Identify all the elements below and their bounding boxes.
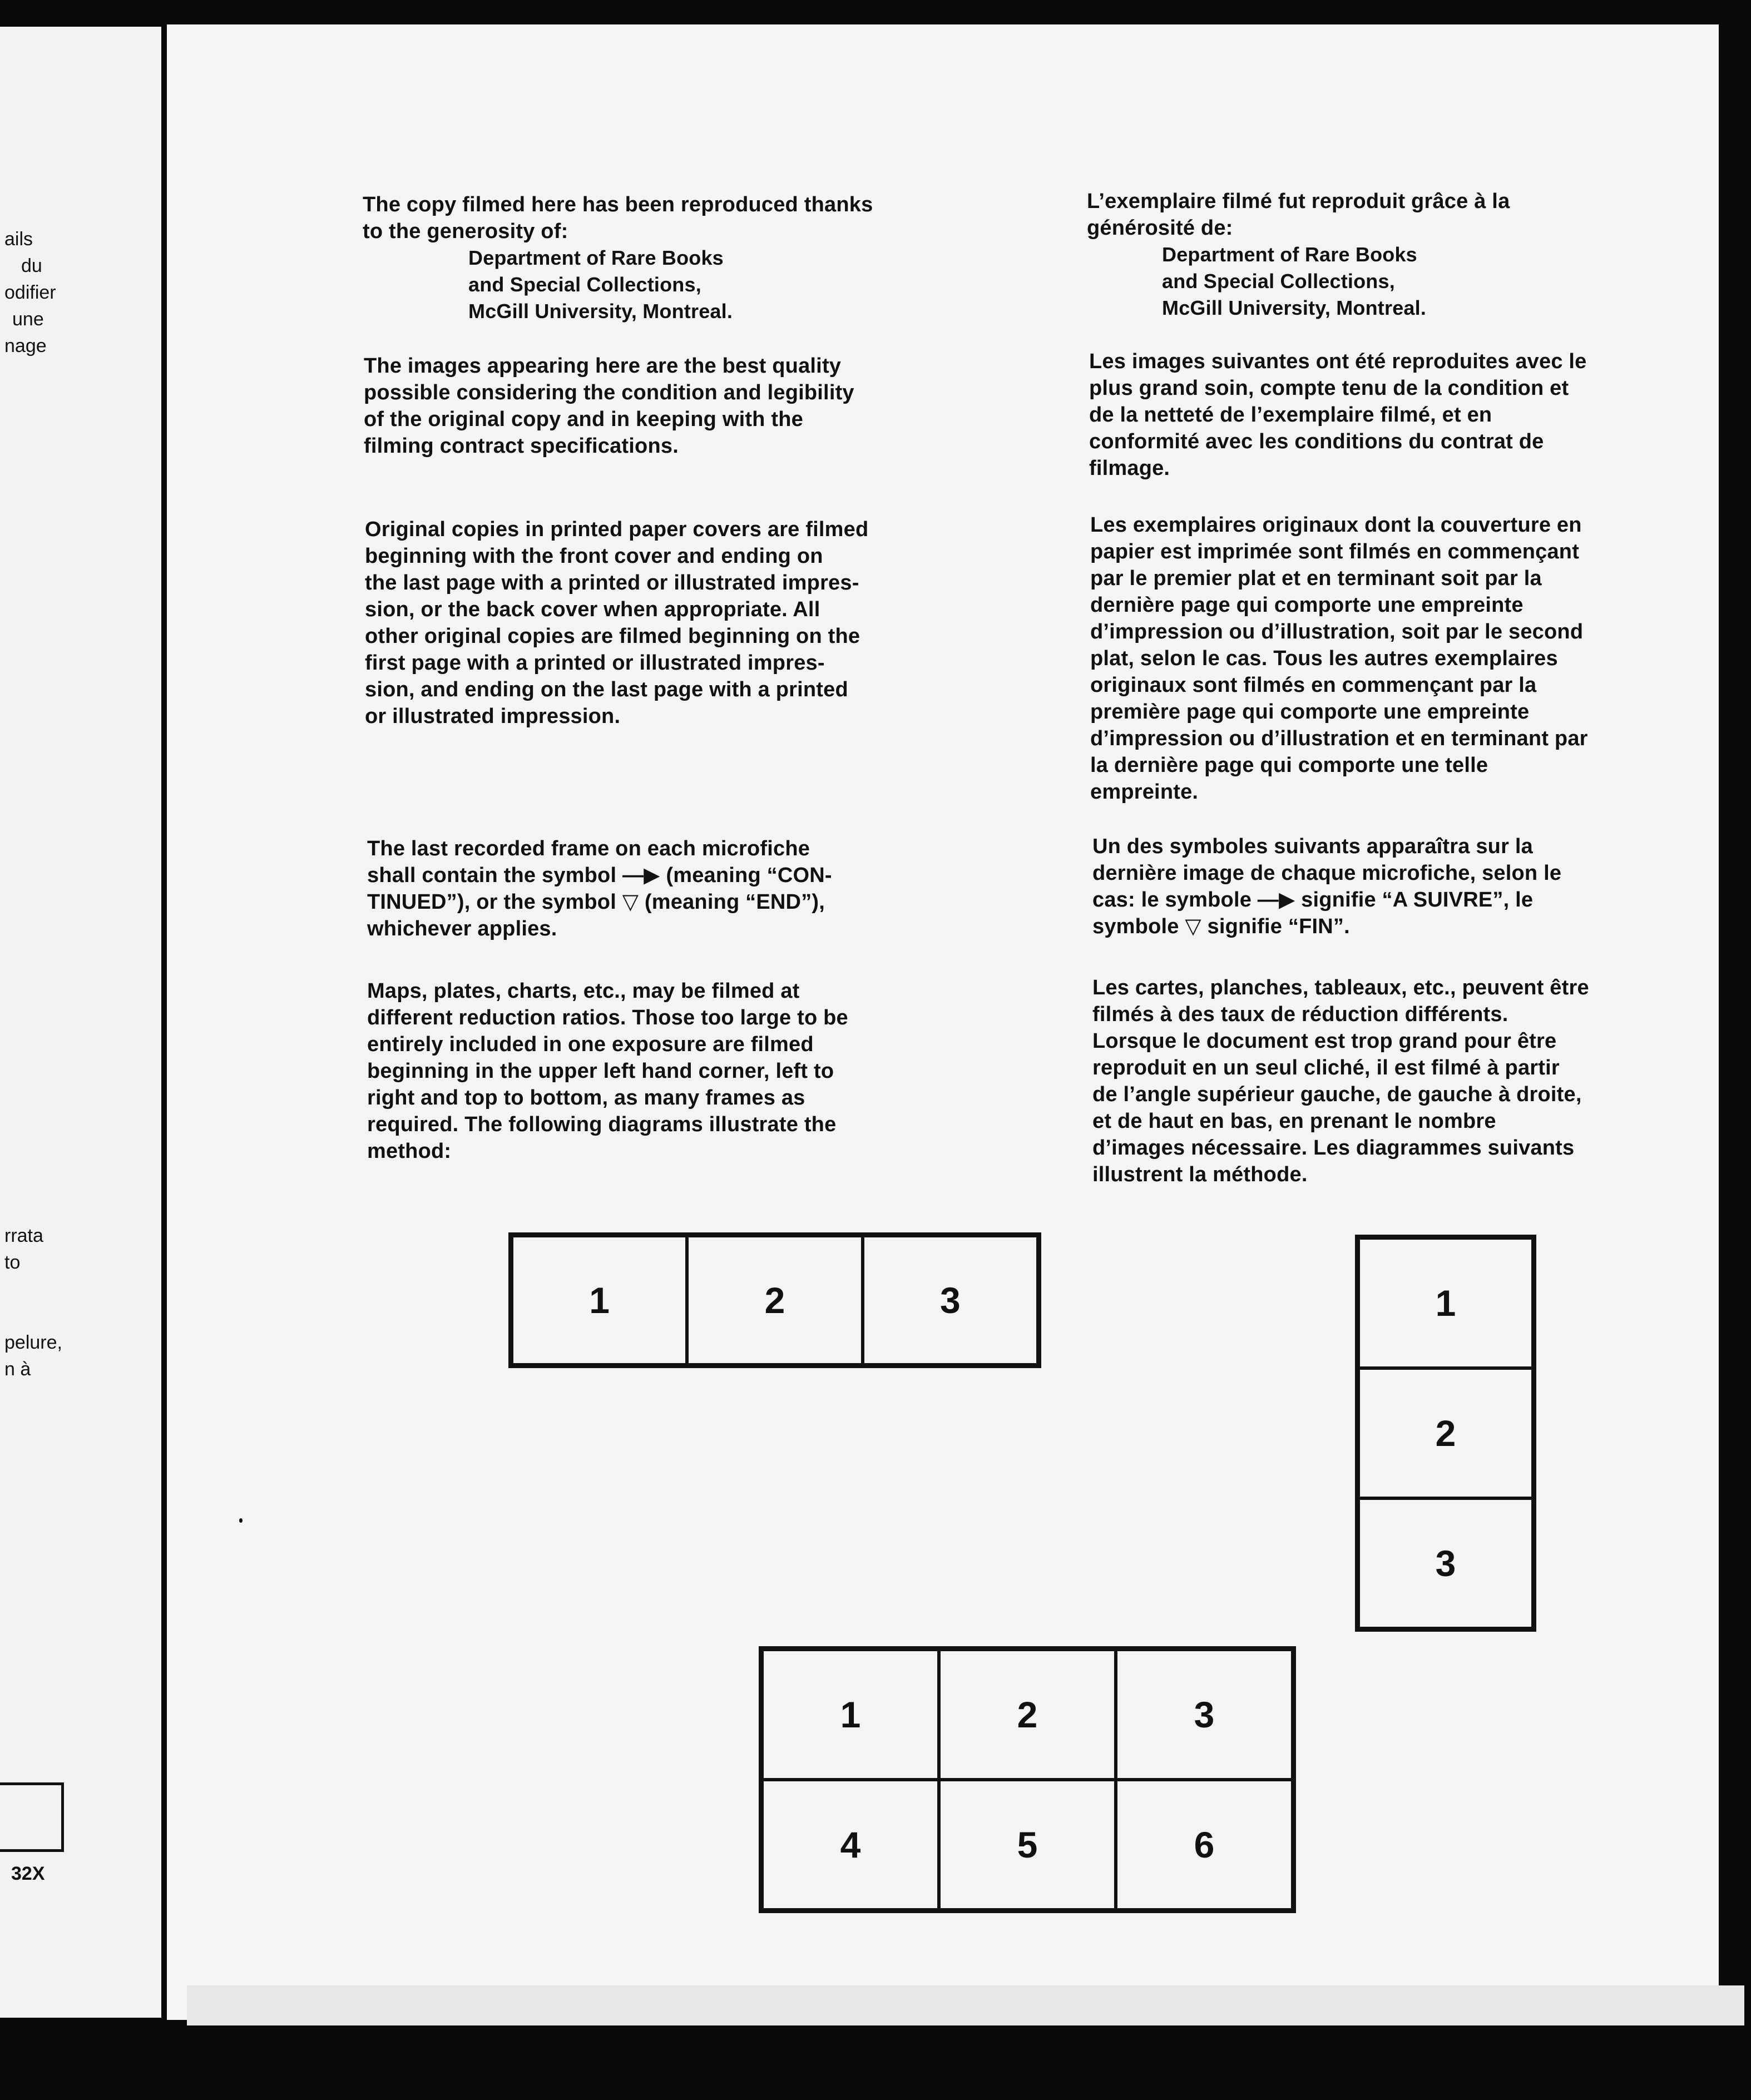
left-edge-line: rrata	[4, 1225, 43, 1246]
text-line: Lorsque le document est trop grand pour être	[1092, 1029, 1557, 1053]
left-edge-line: nage	[4, 335, 47, 356]
institution-line: Department of Rare Books	[468, 246, 724, 269]
english-maps	[367, 978, 848, 1165]
text-line: cas: le symbole —▶ signifie “A SUIVRE”, le	[1092, 888, 1534, 912]
text-line: The last recorded frame on each microfiche	[367, 837, 810, 860]
text-line: Original copies in printed paper covers are filmed	[365, 518, 869, 541]
text-line: entirely included in one exposure are filmed	[367, 1033, 814, 1056]
text-line: TINUED”), or the symbol ▽ (meaning “END”),	[367, 890, 825, 914]
text-line: method:	[367, 1140, 452, 1163]
institution-line: McGill University, Montreal.	[468, 300, 733, 323]
diagram-column	[1355, 1235, 1536, 1632]
text-line: Les exemplaires originaux dont la couverture en	[1090, 513, 1582, 537]
text-line: other original copies are filmed beginning on the	[365, 625, 860, 648]
french-symbols	[1092, 833, 1561, 940]
text-line: reproduit en un seul cliché, il est filmé à partir	[1092, 1056, 1560, 1079]
french-covers	[1090, 512, 1588, 805]
text-line: filming contract specifications.	[364, 434, 679, 458]
frame-cell: 3	[863, 1236, 1038, 1365]
institution-line: and Special Collections,	[468, 273, 701, 296]
text-line: empreinte.	[1090, 780, 1199, 804]
text-line: première page qui comporte une empreinte	[1090, 700, 1530, 724]
left-edge-line: to	[4, 1252, 21, 1273]
left-edge-line: ails	[4, 229, 33, 250]
text-line: The copy filmed here has been reproduced thanks	[363, 193, 873, 216]
left-edge-box	[0, 1782, 64, 1852]
frame-cell: 4	[762, 1780, 939, 1910]
text-line: possible considering the condition and legibility	[364, 381, 854, 404]
text-line: plat, selon le cas. Tous les autres exemplaires	[1090, 647, 1558, 670]
left-edge-line: odifier	[4, 282, 56, 303]
text-line: filmés à des taux de réduction différents.	[1092, 1003, 1508, 1026]
institution-line: and Special Collections,	[1162, 270, 1395, 293]
text-line: Un des symboles suivants apparaîtra sur la	[1092, 835, 1533, 858]
frame-cell: 1	[762, 1650, 939, 1780]
left-edge-line: pelure,	[4, 1332, 62, 1353]
text-line: shall contain the symbol —▶ (meaning “CON-	[367, 864, 832, 887]
frame-cell: 3	[1116, 1650, 1293, 1780]
french-maps	[1092, 974, 1589, 1188]
text-line: dernière page qui comporte une empreinte	[1090, 593, 1524, 617]
english-symbols	[367, 835, 832, 942]
text-line: filmage.	[1089, 457, 1170, 480]
frame-cell: 2	[1358, 1368, 1533, 1498]
diagram-grid	[759, 1646, 1296, 1913]
text-line: to the generosity of:	[363, 220, 568, 243]
text-line: beginning with the front cover and ending on	[365, 544, 823, 568]
text-line: The images appearing here are the best quality	[364, 354, 842, 378]
text-line: d’impression ou d’illustration, soit par le second	[1090, 620, 1584, 643]
text-line: la dernière page qui comporte une telle	[1090, 754, 1488, 777]
text-line: par le premier plat et en terminant soit par la	[1090, 567, 1542, 590]
english-covers	[365, 516, 868, 730]
text-line: et de haut en bas, en prenant le nombre	[1092, 1110, 1496, 1133]
frame-cell: 1	[512, 1236, 687, 1365]
text-line: symbole ▽ signifie “FIN”.	[1092, 915, 1350, 938]
text-line: sion, and ending on the last page with a printed	[365, 678, 848, 701]
text-line: Maps, plates, charts, etc., may be filmed at	[367, 979, 800, 1003]
scan-speck	[378, 2058, 390, 2074]
left-edge-text-mid	[4, 1222, 43, 1276]
english-quality	[364, 353, 854, 459]
reduction-mark: 32X	[11, 1863, 45, 1884]
scan-speck	[239, 1518, 243, 1523]
text-line: or illustrated impression.	[365, 705, 621, 728]
institution-line: Department of Rare Books	[1162, 243, 1417, 266]
text-line: of the original copy and in keeping with the	[364, 408, 803, 431]
frame-cell: 3	[1358, 1498, 1533, 1628]
french-intro	[1087, 188, 1510, 321]
text-line: Les cartes, planches, tableaux, etc., peuvent être	[1092, 976, 1589, 999]
text-line: whichever applies.	[367, 917, 557, 940]
left-edge-line: n à	[4, 1359, 31, 1380]
text-line: first page with a printed or illustrated impres-	[365, 651, 825, 675]
text-line: plus grand soin, compte tenu de la condition et	[1089, 377, 1569, 400]
text-line: d’images nécessaire. Les diagrammes suivants	[1092, 1136, 1575, 1160]
left-edge-line: du	[21, 255, 42, 276]
text-line: conformité avec les conditions du contrat de	[1089, 430, 1544, 453]
text-line: different reduction ratios. Those too large to be	[367, 1006, 848, 1029]
frame-cell: 2	[939, 1650, 1116, 1780]
text-line: dernière image de chaque microfiche, selon le	[1092, 861, 1562, 885]
diagram-row	[508, 1232, 1041, 1368]
text-line: the last page with a printed or illustrated impres-	[365, 571, 859, 595]
page-bottom-edge	[187, 1985, 1744, 2025]
text-line: required. The following diagrams illustrate the	[367, 1113, 837, 1136]
text-line: de l’angle supérieur gauche, de gauche à droite,	[1092, 1083, 1582, 1106]
frame-cell: 2	[687, 1236, 862, 1365]
left-edge-text-top	[4, 226, 56, 359]
text-line: sion, or the back cover when appropriate. All	[365, 598, 820, 621]
frame-cell: 5	[939, 1780, 1116, 1910]
left-edge-line: une	[12, 309, 44, 330]
text-line: Les images suivantes ont été reproduites avec le	[1089, 350, 1587, 373]
english-intro	[363, 191, 873, 325]
text-line: papier est imprimée sont filmés en commençant	[1090, 540, 1580, 563]
text-line: L’exemplaire filmé fut reproduit grâce à la	[1087, 190, 1510, 213]
institution-line: McGill University, Montreal.	[1162, 296, 1427, 319]
text-line: illustrent la méthode.	[1092, 1163, 1308, 1186]
frame-cell: 1	[1358, 1238, 1533, 1368]
french-quality	[1089, 348, 1587, 482]
text-line: générosité de:	[1087, 216, 1233, 240]
frame-cell: 6	[1116, 1780, 1293, 1910]
text-line: originaux sont filmés en commençant par la	[1090, 673, 1537, 697]
text-line: beginning in the upper left hand corner, left to	[367, 1059, 834, 1083]
text-line: right and top to bottom, as many frames as	[367, 1086, 805, 1110]
text-line: d’impression ou d’illustration et en terminant par	[1090, 727, 1588, 750]
left-edge-text-low	[4, 1329, 62, 1383]
text-line: de la netteté de l’exemplaire filmé, et en	[1089, 403, 1492, 427]
